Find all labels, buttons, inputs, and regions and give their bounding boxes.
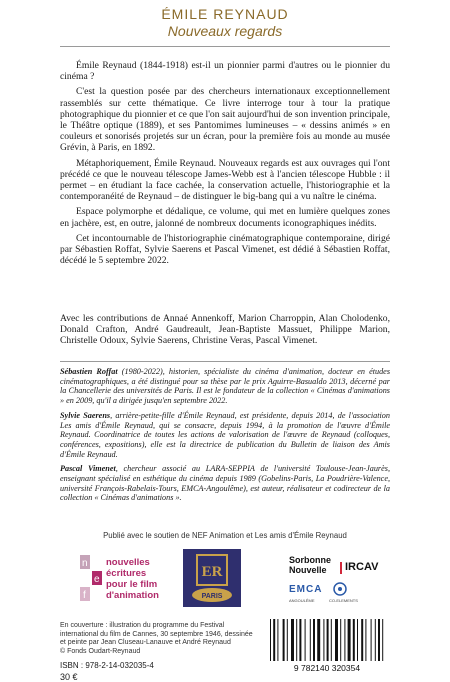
emca-sub: ANGOULÊME (289, 598, 315, 603)
nef-line: d'animation (106, 590, 159, 601)
emca-logo: EMCA (289, 584, 323, 595)
monogram-text: ER (201, 564, 223, 580)
contributors: Avec les contributions de Annaé Annenkoff, Marion Charroppin, Alan Cholodenko, Donald Crafton, André Gaudreault, Jean-Baptiste Massuet, Philippe Marion, Christelle Odoux, Sylvie Saerens, Christine Veras, Pascal Vimenet. (60, 313, 390, 347)
bio-name: Sébastien Roffat (60, 367, 118, 376)
nef-animation-logo (80, 555, 180, 605)
nef-line: écritures (106, 568, 147, 579)
barcode-icon (262, 617, 392, 673)
isbn: ISBN : 978-2-14-032035-4 (60, 661, 154, 670)
barcode-digits: 9 782140 320354 (293, 663, 361, 673)
copyright-line: © Fonds Oudart-Reynaud (60, 647, 141, 655)
blurb-paragraph: Cet incontournable de l'historiographie cinématographique contemporaine, dirigé par Sébastien Roffat, Sylvie Saerens et Pascal Vimenet, est dédié à Sébastien Roffat, décédé le 5 septembre 2022. (60, 232, 390, 267)
author-bios (60, 367, 390, 508)
emca-sub2: CO-ELEMENTS (329, 598, 358, 603)
book-author: ÉMILE REYNAUD (161, 6, 289, 22)
bio-name: Pascal Vimenet (60, 464, 116, 474)
nef-letter: n (82, 558, 88, 569)
bio-text: (1980-2022), historien, spécialiste du cinéma d'animation, docteur en études cinématographiques, a été distingué pour sa thèse par le prix Aguirre-Basualdo 2013, décerné par la Chancellerie des universités de Paris. Il est le fondateur de la collection « Cinémas d'animations » en 2009, qu'il a dirigée jusqu'en septembre 2022. (60, 367, 391, 406)
blurb-paragraph: Espace polymorphe et dédalique, ce volume, qui met en lumière quelques zones en jachère, est, en outre, jalonné de nombreux documents iconographiques inédits. (60, 206, 390, 229)
bio-text: , arrière-petite-fille d'Émile Reynaud, est présidente, depuis 2014, de l'association Les amis d'Émile Reynaud, qui se consacre, depuis 1994, à la promotion de l'œuvre d'Émile Reynaud. Coordinatrice de toutes les actions de valorisation de l'œuvre de Reynaud (colloques, conférences, expositions), elle est la directrice de publication du Bulletin de liaison des Amis d'Émile Reynaud. (60, 410, 390, 459)
nef-wordmark (106, 557, 159, 601)
sorbonne-line: Nouvelle (289, 565, 327, 575)
support-line: Publié avec le soutien de NEF Animation et Les amis d'Émile Reynaud (103, 531, 347, 540)
nef-letter: e (94, 574, 100, 585)
nef-line: pour le film (106, 579, 158, 590)
book-subtitle: Nouveaux regards (167, 23, 283, 39)
blurb-paragraph: Émile Reynaud (1844-1918) est-il un pionnier parmi d'autres ou le pionnier du cinéma ? (60, 60, 390, 83)
bio-saerens (60, 411, 390, 460)
blurb-paragraph: Métaphoriquement, Émile Reynaud. Nouveaux regards est aux ouvrages qui l'ont précédé ce que le nouveau télescope James-Webb est à l'ancien télescope Hubble : il permet – en étudiant la face cachée, la conservation actuelle, l'historiographie et la contemporanéité de Reynaud – de distinguer le big-bang qui a vu naître le cinéma. (60, 157, 390, 203)
price: 30 € (60, 672, 78, 682)
emca-mark-icon (333, 582, 347, 596)
blurb-paragraph: C'est la question posée par des chercheurs internationaux exceptionnellement rassemblés sur cette thématique. Ce livre interroge tour à tour la pratique photographique du pionnier et ce que l'on sait aujourd'hui de son invention principale, le Théâtre optique (1889), et ses Pantomimes lumineuses – « dessins animés » en couleurs et sonorisés projetés sur un écran, pour la première fois au monde au musée Grévin, à Paris, en 1892. (60, 86, 390, 154)
nef-mark-icon (80, 555, 104, 605)
cover-credits (60, 622, 260, 656)
bio-vimenet (60, 464, 390, 503)
sorbonne-line: Sorbonne (289, 555, 331, 565)
er-monogram-icon (183, 549, 241, 607)
barcode (262, 617, 392, 673)
sorbonne-logo (289, 555, 331, 575)
bio-divider (60, 361, 390, 362)
blurb (60, 60, 390, 270)
cover-illustration-credit: En couverture : illustration du programme du Festival international du film de Cannes, 30 septembre 1946, dessinée et peinte par Jean Cluseau-Lanauve et André Reynaud (60, 622, 253, 647)
paris-label: PARIS (201, 593, 223, 600)
bio-name: Sylvie Saerens (60, 410, 111, 420)
amis-reynaud-logo (183, 549, 241, 607)
header-divider (60, 46, 390, 47)
ircav-logo: IRCAV (345, 561, 379, 573)
bio-text: , chercheur associé au LARA-SEPPIA de l'université Toulouse-Jean-Jaurès, enseignant spécialisé en esthétique du cinéma depuis 1989 (Gobelins-Paris, La Poudrière-Valence, université François-Rabelais-Tours, EMCA-Angoulême), est auteur, réalisateur et codirecteur de la collection « Cinémas d'animations ». (60, 464, 390, 503)
bio-roffat (60, 367, 390, 406)
nef-line: nouvelles (106, 557, 150, 568)
sorbonne-divider (340, 562, 342, 574)
nef-letter: f (83, 590, 86, 601)
